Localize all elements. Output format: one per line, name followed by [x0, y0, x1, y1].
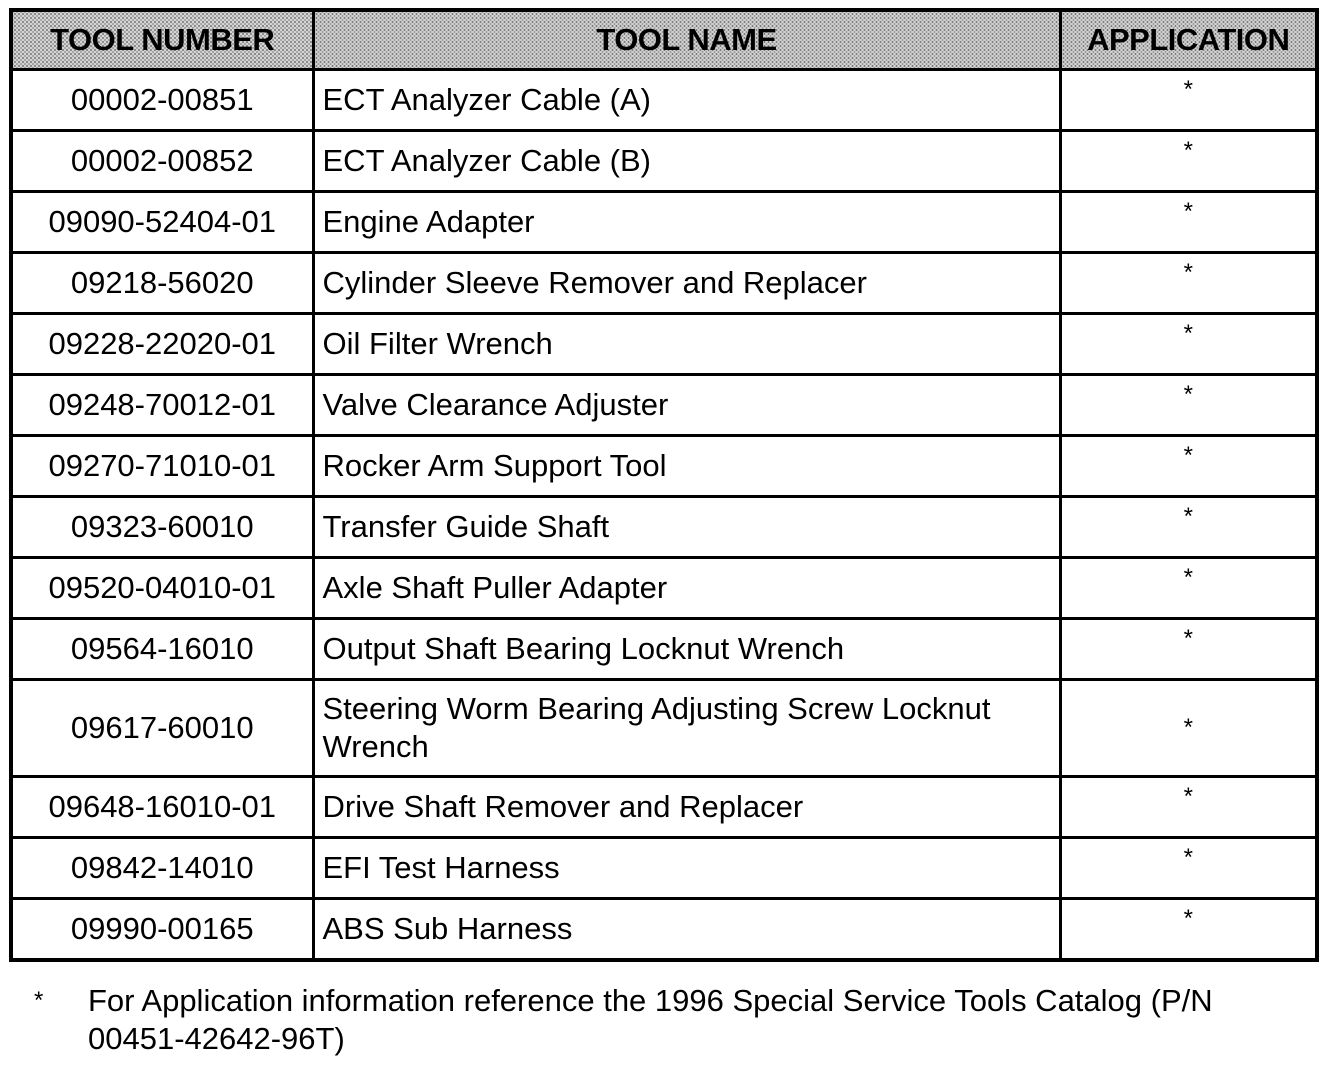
- application-cell: *: [1060, 192, 1317, 253]
- tool-number-cell: 09564-16010: [11, 619, 313, 680]
- tool-name-cell: Output Shaft Bearing Locknut Wrench: [313, 619, 1060, 680]
- application-cell: *: [1060, 70, 1317, 131]
- table-row: [11, 680, 1317, 777]
- tool-number-cell: 00002-00852: [11, 131, 313, 192]
- header-application: APPLICATION: [1060, 10, 1317, 70]
- table-row: [11, 777, 1317, 838]
- tool-name-cell: Rocker Arm Support Tool: [313, 436, 1060, 497]
- tool-name-cell: Axle Shaft Puller Adapter: [313, 558, 1060, 619]
- table-row: [11, 838, 1317, 899]
- table-row: [11, 131, 1317, 192]
- application-cell: *: [1060, 375, 1317, 436]
- tool-number-cell: 09990-00165: [11, 899, 313, 961]
- tool-name-cell: Oil Filter Wrench: [313, 314, 1060, 375]
- table-row: [11, 192, 1317, 253]
- table-row: [11, 497, 1317, 558]
- table-header-row: [11, 10, 1317, 70]
- application-cell: *: [1060, 680, 1317, 777]
- table-row: [11, 70, 1317, 131]
- table-row: [11, 619, 1317, 680]
- footnote-marker: *: [34, 987, 44, 1014]
- header-tool-name: TOOL NAME: [313, 10, 1060, 70]
- tool-number-cell: 00002-00851: [11, 70, 313, 131]
- tool-number-cell: 09090-52404-01: [11, 192, 313, 253]
- application-cell: *: [1060, 497, 1317, 558]
- application-cell: *: [1060, 777, 1317, 838]
- table-row: [11, 558, 1317, 619]
- tool-number-cell: 09228-22020-01: [11, 314, 313, 375]
- header-tool-number: TOOL NUMBER: [11, 10, 313, 70]
- application-cell: *: [1060, 619, 1317, 680]
- application-cell: *: [1060, 436, 1317, 497]
- tool-name-cell: ECT Analyzer Cable (B): [313, 131, 1060, 192]
- tool-number-cell: 09842-14010: [11, 838, 313, 899]
- table-row: [11, 899, 1317, 961]
- table-row: [11, 375, 1317, 436]
- table-row: [11, 253, 1317, 314]
- application-cell: *: [1060, 899, 1317, 961]
- tool-name-cell: Engine Adapter: [313, 192, 1060, 253]
- footnote-text: For Application information reference the 1996 Special Service Tools Catalog (P/N 00451-42642-96T): [88, 983, 1213, 1056]
- footnote: [34, 982, 1304, 1058]
- tool-name-cell: Transfer Guide Shaft: [313, 497, 1060, 558]
- special-service-tools-table: [9, 8, 1319, 962]
- tool-number-cell: 09218-56020: [11, 253, 313, 314]
- tool-name-cell: Steering Worm Bearing Adjusting Screw Locknut Wrench: [313, 680, 1060, 777]
- application-cell: *: [1060, 558, 1317, 619]
- tool-number-cell: 09248-70012-01: [11, 375, 313, 436]
- tool-name-cell: Cylinder Sleeve Remover and Replacer: [313, 253, 1060, 314]
- tool-name-cell: Valve Clearance Adjuster: [313, 375, 1060, 436]
- application-cell: *: [1060, 253, 1317, 314]
- tool-number-cell: 09323-60010: [11, 497, 313, 558]
- tool-name-cell: EFI Test Harness: [313, 838, 1060, 899]
- tool-number-cell: 09270-71010-01: [11, 436, 313, 497]
- tool-name-cell: ECT Analyzer Cable (A): [313, 70, 1060, 131]
- application-cell: *: [1060, 838, 1317, 899]
- application-cell: *: [1060, 131, 1317, 192]
- table-row: [11, 314, 1317, 375]
- tool-number-cell: 09520-04010-01: [11, 558, 313, 619]
- tool-number-cell: 09648-16010-01: [11, 777, 313, 838]
- tool-name-cell: Drive Shaft Remover and Replacer: [313, 777, 1060, 838]
- tool-name-cell: ABS Sub Harness: [313, 899, 1060, 961]
- table-row: [11, 436, 1317, 497]
- application-cell: *: [1060, 314, 1317, 375]
- tool-number-cell: 09617-60010: [11, 680, 313, 777]
